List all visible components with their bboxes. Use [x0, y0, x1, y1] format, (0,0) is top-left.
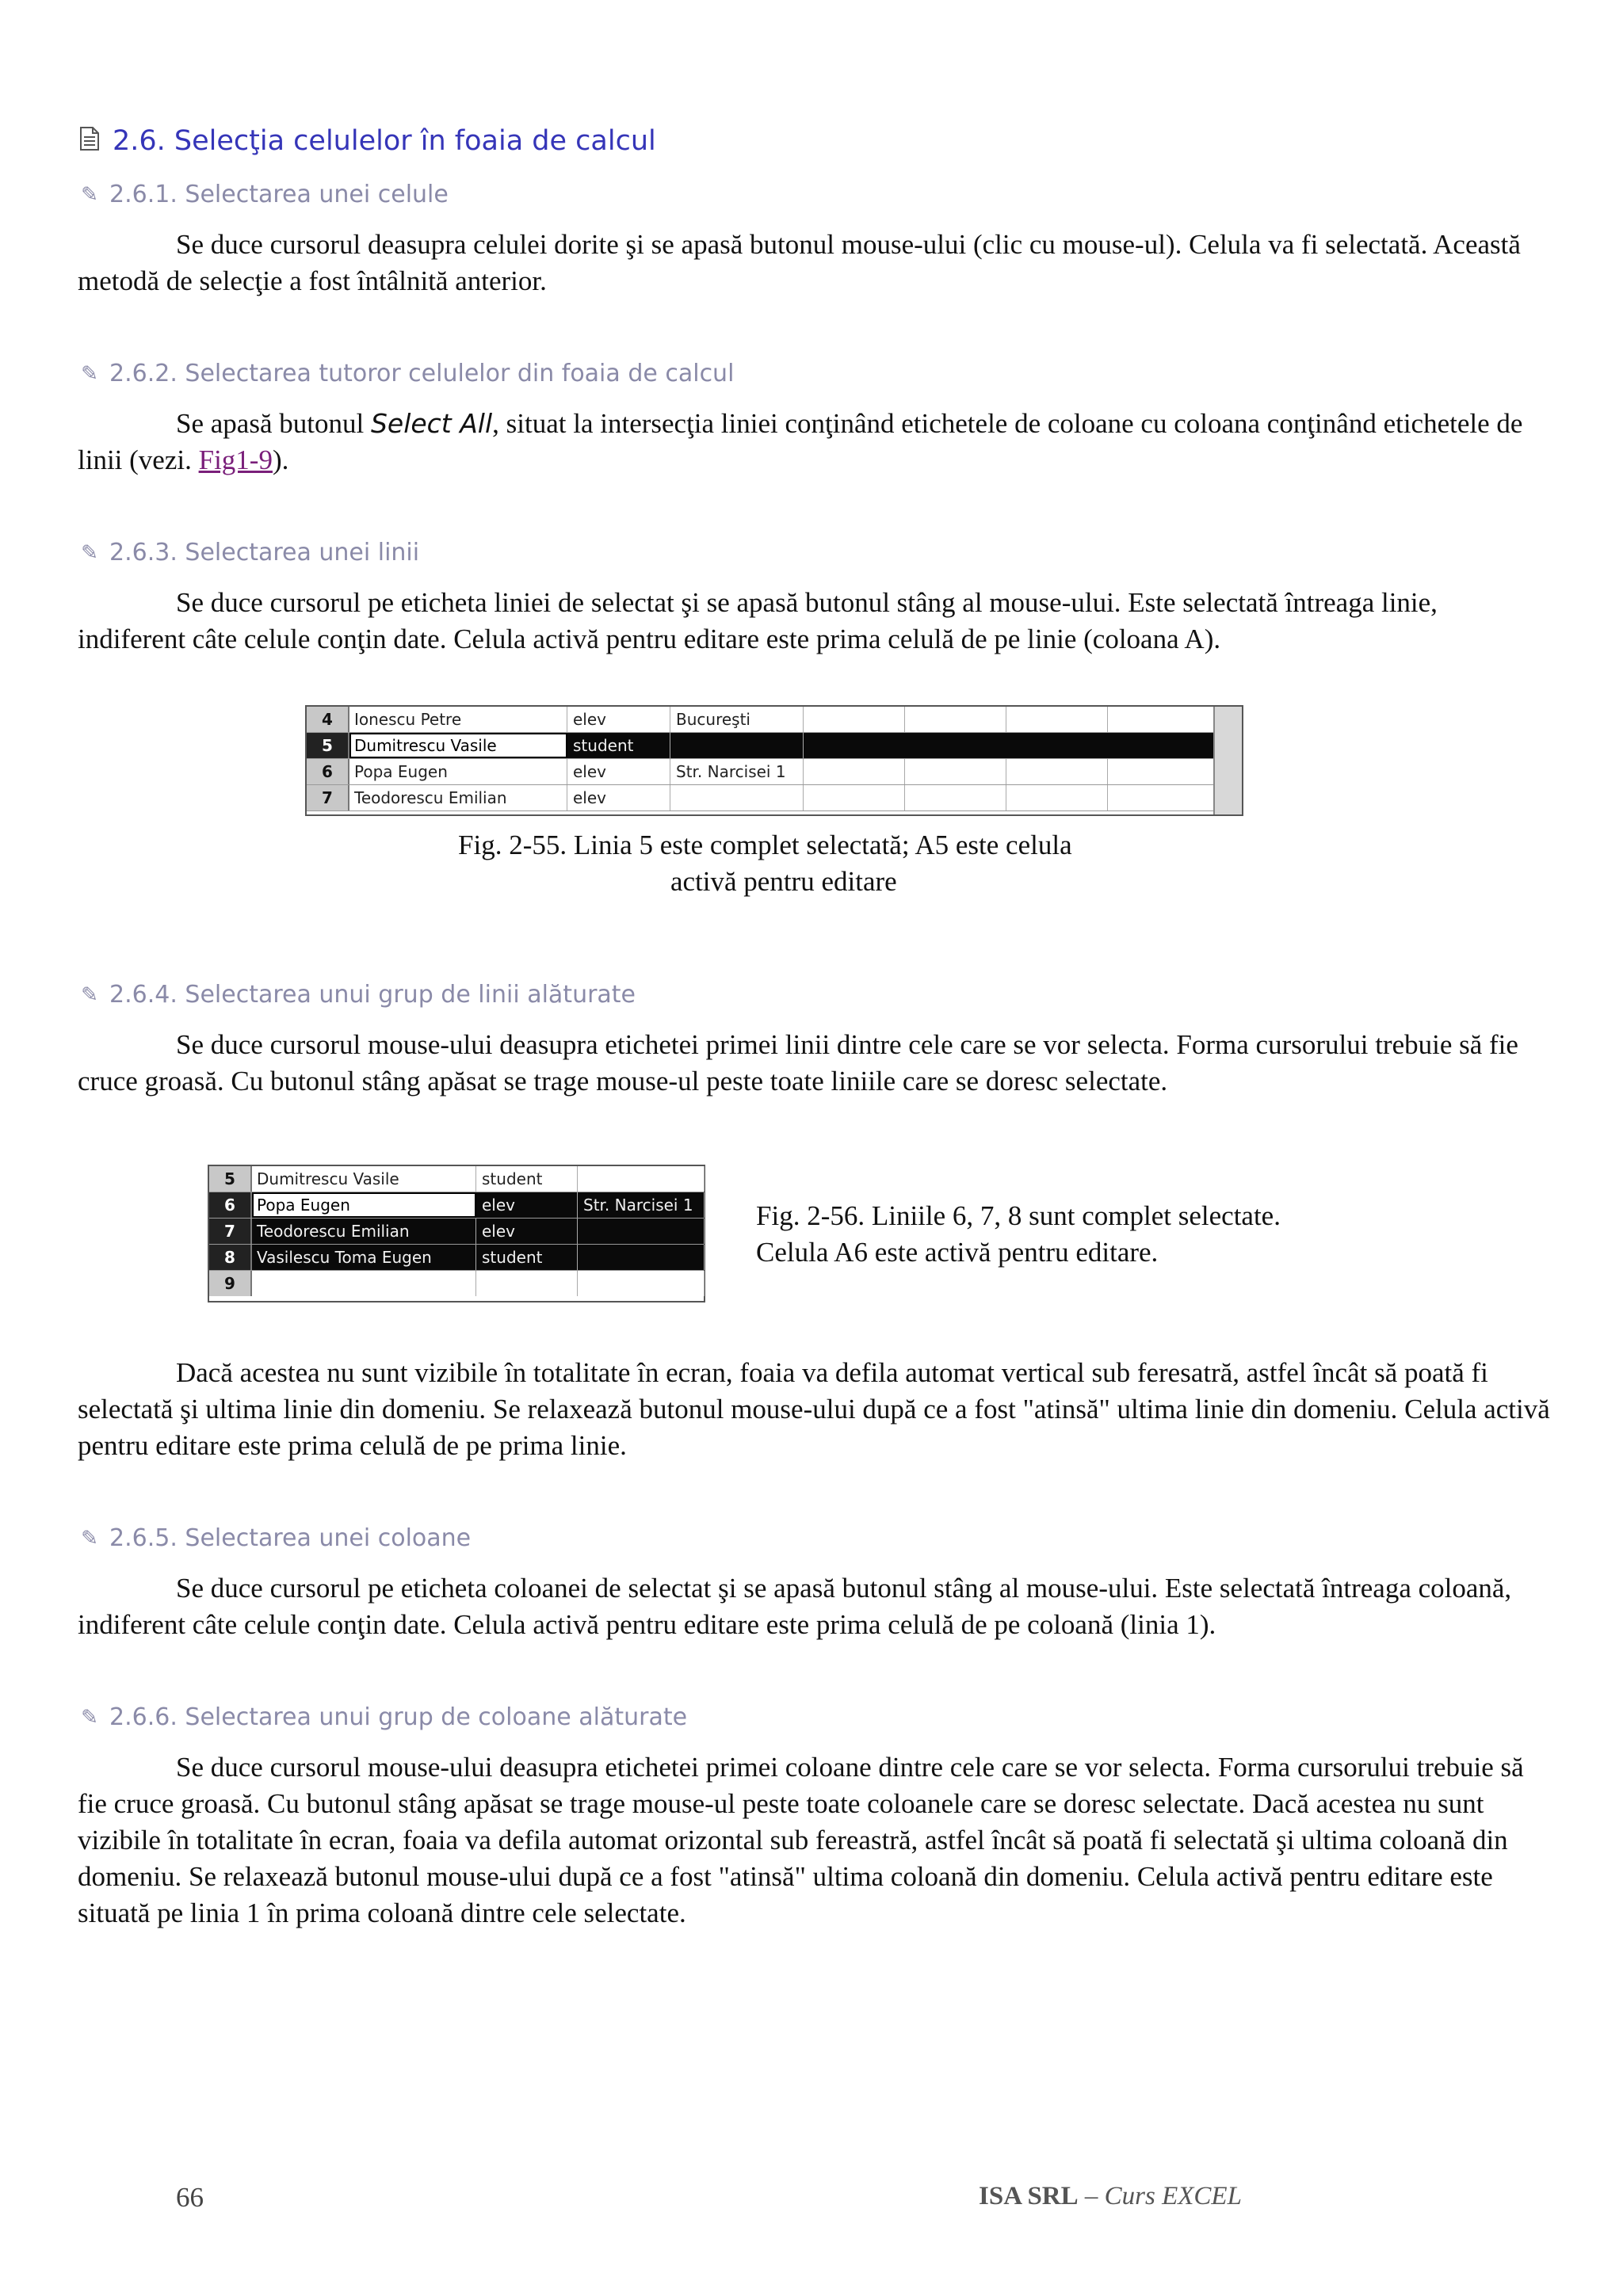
table-cell: student: [568, 733, 670, 758]
paragraph: [78, 1749, 1552, 1932]
active-cell: Dumitrescu Vasile: [349, 733, 567, 758]
subsection-heading-5: [78, 1524, 471, 1552]
table-cell: [252, 1271, 476, 1296]
document-icon: [78, 126, 101, 157]
select-all-emphasis: Select All: [370, 408, 493, 439]
table-row: [307, 785, 1242, 811]
table-cell: elev: [568, 707, 670, 732]
row-header: 9: [209, 1271, 252, 1296]
table-row-selected: [307, 733, 1242, 759]
paragraph-text: Se duce cursorul pe eticheta coloanei de selectat şi se apasă butonul stâng al mouse-ului. Este selectată întreaga coloană, indiferent câte celule conţin date. Celula activă pentru editare este prima celulă de pe coloană (linia 1).: [78, 1573, 1512, 1640]
paragraph: [78, 1570, 1552, 1643]
table-cell: student: [477, 1166, 578, 1192]
paragraph-text: ).: [272, 444, 289, 475]
row-header: 5: [209, 1166, 252, 1192]
table-row: [209, 1166, 704, 1192]
figure-link[interactable]: Fig1-9: [198, 444, 273, 475]
figure-caption-2-line2: Celula A6 este activă pentru editare.: [756, 1237, 1159, 1268]
spreadsheet-figure-2: [208, 1165, 705, 1302]
footer-course: Curs EXCEL: [1104, 2182, 1242, 2210]
paragraph-text: Se duce cursorul deasupra celulei dorite şi se apasă butonul mouse-ului (clic cu mouse-ul). Celula va fi selectată. Această metodă de selecţie a fost întâlnită anterior.: [78, 229, 1521, 296]
table-row: [307, 707, 1242, 733]
paperclip-icon: ✎: [81, 1705, 98, 1730]
table-cell: student: [477, 1245, 578, 1270]
subsection-title: 2.6.4. Selectarea unui grup de linii alăturate: [109, 981, 636, 1009]
row-header: 7: [209, 1219, 252, 1244]
table-cell: [579, 1219, 705, 1244]
table-cell: [1007, 707, 1108, 732]
paragraph-text: Se apasă butonul: [176, 408, 371, 439]
paragraph-text: Se duce cursorul pe eticheta liniei de selectat şi se apasă butonul stâng al mouse-ului. Este selectată întreaga linie, indiferent câte celule conţin date. Celula activă pentru editare este prima celulă de pe linie (coloana A).: [78, 587, 1438, 654]
paragraph-text: , situat la intersecţia liniei conţinând etichetele de coloane cu coloana conţinând etichetele de linii (vezi.: [78, 408, 1523, 475]
table-cell: Bucureşti: [671, 707, 804, 732]
row-header: 5: [307, 733, 349, 758]
paragraph: [78, 1027, 1552, 1100]
table-cell: [804, 785, 905, 810]
paragraph-text: Se duce cursorul mouse-ului deasupra etichetei primei coloane dintre cele care se vor selecta. Forma cursorului trebuie să fie cruce groasă. Cu butonul stâng apăsat se trage mouse-ul peste toate coloanele care se doresc selectate. Dacă acestea nu sunt vizibile în totalitate în ecran, foaia va defila automat orizontal sub fereastră, astfel încât să poată fi selectată şi ultima coloană din domeniu. Se relaxează butonul mouse-ului după ce a fost "atinsă" ultima coloană din domeniu. Celula activă pentru editare este situată pe linia 1 în prima coloană dintre cele selectate.: [78, 1752, 1524, 1928]
table-cell: [804, 759, 905, 784]
table-cell: [804, 707, 905, 732]
table-cell: [579, 1245, 705, 1270]
table-cell: [579, 1271, 705, 1296]
paragraph: [78, 1355, 1552, 1464]
table-cell: Ionescu Petre: [349, 707, 567, 732]
subsection-title: 2.6.5. Selectarea unei coloane: [109, 1524, 472, 1552]
table-cell: [1007, 759, 1108, 784]
subsection-heading-1: [78, 181, 449, 208]
paperclip-icon: ✎: [81, 182, 98, 207]
table-row-selected: [209, 1219, 704, 1245]
subsection-heading-6: [78, 1703, 687, 1731]
subsection-heading-4: [78, 981, 636, 1009]
table-row-selected: [209, 1192, 704, 1219]
paragraph-text: Se duce cursorul mouse-ului deasupra etichetei primei linii dintre cele care se vor selecta. Forma cursorului trebuie să fie cruce groasă. Cu butonul stâng apăsat se trage mouse-ul peste toate liniile care se doresc selectate.: [78, 1029, 1518, 1097]
paragraph: [78, 585, 1552, 658]
row-header: 7: [307, 785, 349, 810]
subsection-title: 2.6.2. Selectarea tutoror celulelor din foaia de calcul: [109, 360, 735, 387]
table-row: [209, 1271, 704, 1296]
table-cell: Vasilescu Toma Eugen: [252, 1245, 476, 1270]
paperclip-icon: ✎: [81, 1526, 98, 1550]
paperclip-icon: ✎: [81, 540, 98, 565]
subsection-heading-2: [78, 360, 734, 387]
page-number: 66: [176, 2182, 204, 2213]
paragraph-text: Dacă acestea nu sunt vizibile în totalitate în ecran, foaia va defila automat vertical sub feresatră, astfel încât să poată fi selectată şi ultima linie din domeniu. Se relaxează butonul mouse-ului după ce a fost "atinsă" ultima linie din domeniu. Celula activă pentru editare este prima celulă de pe prima linie.: [78, 1357, 1550, 1461]
row-header: 8: [209, 1245, 252, 1270]
table-cell: elev: [477, 1219, 578, 1244]
table-cell: Teodorescu Emilian: [252, 1219, 476, 1244]
table-cell: [906, 785, 1006, 810]
subsection-title: 2.6.6. Selectarea unui grup de coloane alăturate: [109, 1703, 688, 1731]
table-cell: Popa Eugen: [349, 759, 567, 784]
table-cell: elev: [477, 1192, 578, 1218]
table-cell: [579, 1166, 705, 1192]
subsection-title: 2.6.3. Selectarea unei linii: [109, 539, 420, 566]
subsection-title: 2.6.1. Selectarea unei celule: [109, 181, 449, 208]
figure-caption-1-line1: Fig. 2-55. Linia 5 este complet selectată; A5 este celula: [458, 830, 1072, 860]
table-cell: [804, 733, 1215, 758]
table-cell: Str. Narcisei 1: [579, 1192, 705, 1218]
table-cell: [906, 759, 1006, 784]
footer-company: ISA SRL: [979, 2182, 1079, 2210]
spreadsheet-figure-1: [305, 705, 1243, 816]
footer-separator: –: [1078, 2182, 1105, 2210]
table-cell: [477, 1271, 578, 1296]
table-cell: Dumitrescu Vasile: [252, 1166, 476, 1192]
table-cell: [671, 785, 804, 810]
table-cell: [671, 733, 804, 758]
footer-title: [979, 2182, 1242, 2211]
row-header: 6: [209, 1192, 252, 1218]
row-header: 4: [307, 707, 349, 732]
figure-caption-1-line2: activă pentru editare: [670, 866, 897, 897]
paragraph: [78, 406, 1552, 479]
table-cell: elev: [568, 785, 670, 810]
row-header: 6: [307, 759, 349, 784]
table-row-selected: [209, 1245, 704, 1271]
paperclip-icon: ✎: [81, 982, 98, 1007]
table-cell: [1007, 785, 1108, 810]
table-cell: Str. Narcisei 1: [671, 759, 804, 784]
figure-caption-2-line1: Fig. 2-56. Liniile 6, 7, 8 sunt complet selectate.: [756, 1200, 1281, 1231]
vertical-scrollbar[interactable]: [1213, 707, 1242, 814]
active-cell: Popa Eugen: [252, 1192, 476, 1218]
table-cell: [906, 707, 1006, 732]
table-cell: elev: [568, 759, 670, 784]
table-cell: Teodorescu Emilian: [349, 785, 567, 810]
table-row: [307, 759, 1242, 785]
section-title: 2.6. Selecţia celulelor în foaia de calcul: [113, 125, 656, 157]
paperclip-icon: ✎: [81, 361, 98, 386]
subsection-heading-3: [78, 539, 419, 566]
section-heading: [78, 125, 656, 157]
paragraph: [78, 227, 1552, 299]
